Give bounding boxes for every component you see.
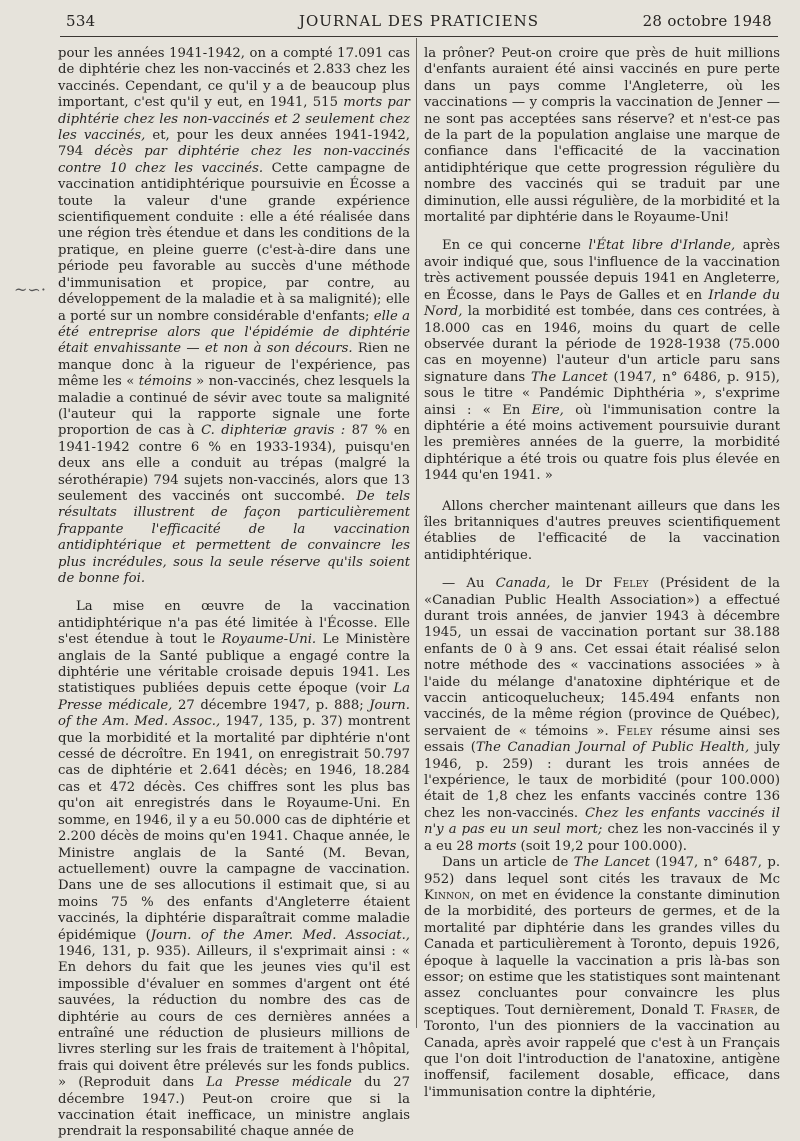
page-header xyxy=(66,10,772,32)
paragraph-ireland: En ce qui concerne l'État libre d'Irlande, après avoir indiqué que, sous l'influence de la vaccination très activement poussée depuis 1941 en Angleterre, en Écosse, dans le Pays de Galles et en Irlande du Nord, la morbidité est tombée, dans ces contrées, à 18.000 cas en 1946, moins du quart de celle observée durant la période de 1928-1938 (75.000 cas en moyenne) l'auteur d'un article paru sans signature dans The Lancet (1947, n° 6486, p. 915), sous le titre « Pandémic Diphthéria », s'exprime ainsi : « En Eire, où l'immunisation contre la diphtérie a été moins activement poursuivie durant les premières années de la guerre, la morbidité diphtérique a été trois ou quatre fois plus élevée en 1944 qu'en 1941. » xyxy=(424,238,780,484)
issue-date: 28 octobre 1948 xyxy=(642,12,772,30)
paragraph-england-confidence: la prôner? Peut-on croire que près de huit millions d'enfants auraient été ainsi vaccinés en pure perte dans un pays comme l'Angleterre, où les vaccinations — y compris la vaccination de Jenner — ne sont pas acceptées sans réserve? et n'est-ce pas de la part de la population anglaise une marque de confiance dans l'efficacité de la vaccination antidiphtérique que cette progression régulière du nombre des vaccinés qui se traduit par une diminution, elle aussi régulière, de la morbidité et la mortalité par diphtérie dans le Royaume-Uni! xyxy=(424,46,780,226)
journal-title: JOURNAL DES PRATICIENS xyxy=(298,12,540,30)
paragraph-other-proofs: Allons chercher maintenant ailleurs que dans les îles britanniques d'autres preuves scientifiquement établies de l'efficacité de la vaccination antidiphtérique. xyxy=(424,498,780,563)
paragraph-canada: — Au Canada, le Dr Feley (Président de la «Canadian Public Health Association») a effectué durant trois années, de janvier 1943 à décembre 1945, un essai de vaccination portant sur 38.188 enfants de 0 à 9 ans. Cet essai était réalisé selon notre méthode des « vaccinations associées » à l'aide du mélange d'anatoxine diphtérique et de vaccin anticoquelucheux; 145.494 enfants non vaccinés, de la même région (province de Québec), servaient de « témoins ». Feley résume ainsi ses essais (The Canadian Journal of Public Health, july 1946, p. 259) : durant les trois années de l'expérience, le taux de morbidité (pour 100.000) était de 1,8 chez les enfants vaccinés contre 136 chez les non-vaccinés. Chez les enfants vaccinés il n'y a pas eu un seul mort; chez les non-vaccinés il y a eu 28 morts (soit 19,2 pour 100.000). xyxy=(424,576,780,854)
paragraph-toronto: Dans un article de The Lancet (1947, n° 6487, p. 952) dans lequel sont cités les travaux de Mc Kinnon, on met en évidence la constante diminution de la morbidité, des porteurs de germes, et de la mortalité par diphtérie dans les grandes villes du Canada et particulièrement à Toronto, depuis 1926, époque à laquelle la vaccination a pris là-bas son essor; on estime que les statistiques sont maintenant assez concluantes pour convaincre les plus sceptiques. Tout dernièrement, Donald T. Fraser, de Toronto, l'un des pionniers de la vaccination au Canada, après avoir rappelé que c'est à un Français que l'on doit l'introduction de l'anatoxine, antigène inoffensif, facilement dosable, efficace, dans l'immunisation contre la diphtérie, xyxy=(424,855,781,1100)
left-column xyxy=(58,46,410,1141)
paragraph-scotland-results: pour les années 1941-1942, on a compté 17.091 cas de diphtérie chez les non-vaccinés et 2.833 chez les vaccinés. Cependant, ce qu'il y a de beaucoup plus important, c'est qu'il y eut, en 1941, 515 morts par diphtérie chez les non-vaccinés et 2 seulement chez les vaccinés, et, pour les deux années 1941-1942, 794 décès par diphtérie chez les non-vaccinés contre 10 chez les vaccinés. Cette campagne de vaccination antidiphtérique poursuivie en Écosse a toute la valeur d'une grande expérience scientifiquement conduite : elle a été réalisée dans une région très étendue et dans les conditions de la pratique, en pleine guerre (c'est-à-dire dans une période peu favorable au succès d'une méthode d'immunisation et propice, par contre, au développement de la maladie et à sa malignité); elle a porté sur un nombre considérable d'enfants; elle a été entreprise alors que l'épidémie de diphtérie était envahissante — et non à son décours. Rien ne manque donc à la rigueur de l'expérience, pas même les « témoins » non-vaccinés, chez lesquels la maladie a continué de sévir avec toute sa malignité (l'auteur qui la rapporte signale une forte proportion de cas à C. diphteriæ gravis : 87 % en 1941-1942 contre 6 % en 1933-1934), puisqu'en deux ans elle a conduit au trépas (malgré la sérothérapie) 794 sujets non-vaccinés, alors que 13 seulement des vaccinés ont succombé. De tels résultats illustrent de façon particulièrement frappante l'efficacité de la vaccination antidiphtérique et permettent de convaincre les plus incrédules, sous la seule réserve qu'ils soient de bonne foi. xyxy=(58,46,411,586)
page-number: 534 xyxy=(66,12,96,30)
column-divider xyxy=(416,38,417,1028)
header-rule xyxy=(60,36,778,37)
right-column xyxy=(424,46,780,1101)
paragraph-united-kingdom: La mise en œuvre de la vaccination antidiphtérique n'a pas été limitée à l'Écosse. Elle s'est étendue à tout le Royaume-Uni. Le Ministère anglais de la Santé publique a engagé contre la diphtérie une véritable croisade depuis 1941. Les statistiques publiées depuis cette époque (voir La Presse médicale, 27 décembre 1947, p. 888; Journ. of the Am. Med. Assoc., 1947, 135, p. 37) montrent que la morbidité et la mortalité par diphtérie n'ont cessé de décroître. En 1941, on enregistrait 50.797 cas de diphtérie et 2.641 décès; en 1946, 18.284 cas et 472 décès. Ces chiffres sont les plus bas qu'on ait enregistrés dans le Royaume-Uni. En somme, en 1946, il y a eu 50.000 cas de diphtérie et 2.200 décès de moins qu'en 1941. Chaque année, le Ministre anglais de la Santé (M. Bevan, actuellement) ouvre la campagne de vaccination. Dans une de ses allocutions il estimait que, si au moins 75 % des enfants d'Angleterre étaient vaccinés, la diphtérie disparaîtrait comme maladie épidémique (Journ. of the Amer. Med. Associat., 1946, 131, p. 935). Ailleurs, il s'exprimait ainsi : « En dehors du fait que les jeunes vies qu'il est impossible d'évaluer en sommes d'argent ont été sauvées, la réduction du nombre des cas de diphtérie au cours de ces dernières années a entraîné une réduction de plusieurs millions de livres sterling sur les frais de traitement à l'hôpital, frais qui doivent être prélevés sur les fonds publics. » (Reproduit dans La Presse médicale du 27 décembre 1947.) Peut-on croire que si la vaccination était inefficace, un ministre anglais prendrait la responsabilité chaque année de xyxy=(58,599,411,1140)
margin-mark: ~∽· xyxy=(14,280,46,299)
